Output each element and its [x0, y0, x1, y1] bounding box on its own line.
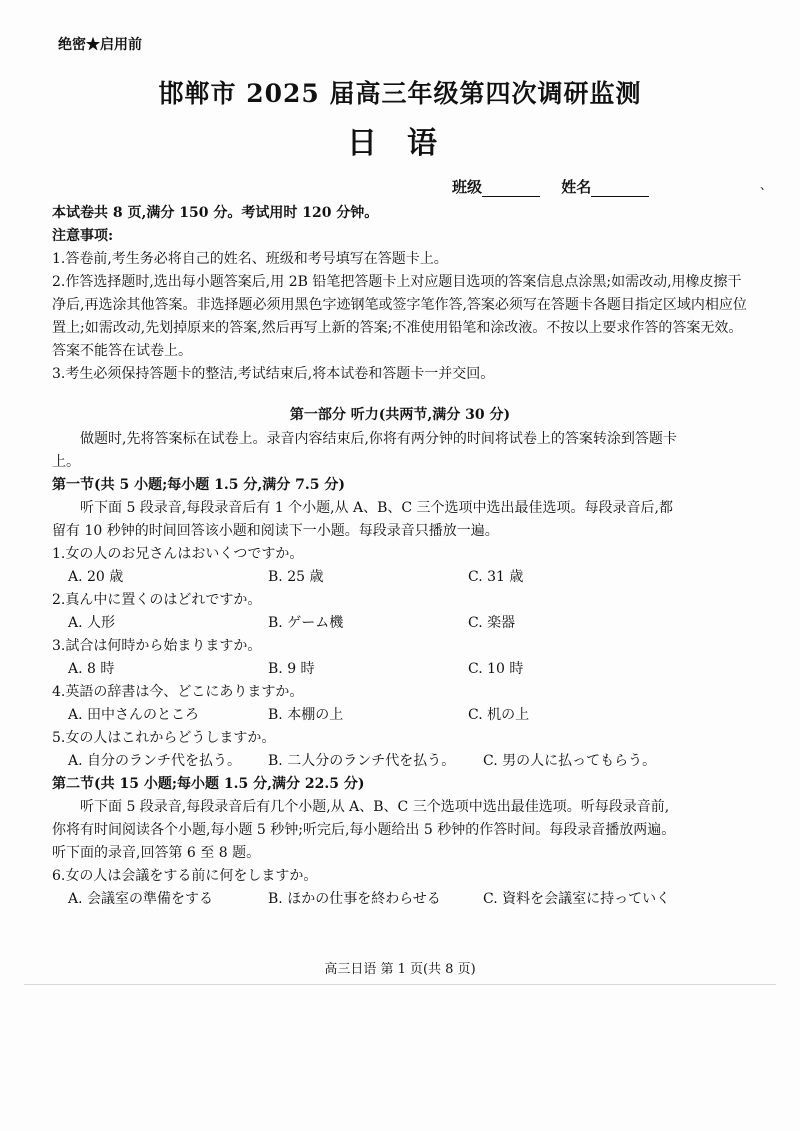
- question: [52, 681, 682, 727]
- question: [52, 635, 682, 681]
- name-label: 姓名: [561, 178, 592, 196]
- option-a: A. 20 歳: [68, 569, 124, 585]
- question-text: 2.真ん中に置くのはどれですか。: [52, 592, 262, 608]
- exam-info: 本试卷共 8 页,满分 150 分。考试用时 120 分钟。: [52, 205, 379, 221]
- section1-instruction: 听下面 5 段录音,每段录音后有 1 个小题,从 A、B、C 三个选项中选出最佳选项。每段录音后,都留有 10 秒钟的时间回答该小题和阅读下一小题。每段录音只播放一遍。: [52, 500, 673, 539]
- section2-instruction: 听下面 5 段录音,每段录音后有几个小题,从 A、B、C 三个选项中选出最佳选项。听每段录音前,你将有时间阅读各个小题,每小题 5 秒钟;听完后,每小题给出 5 秒钟的作答时间。每段录音播放两遍。: [52, 799, 676, 838]
- exam-title: 邯郸市 2025 届高三年级第四次调研监测: [158, 79, 642, 108]
- question-text: 6.女の人は会議をする前に何をしますか。: [52, 868, 318, 884]
- option-a: A. 田中さんのところ: [68, 707, 200, 723]
- note-item: 2.作答选择题时,选出每小题答案后,用 2B 铅笔把答题卡上对应题目选项的答案信息点涂黑;如需改动,用橡皮擦干净后,再选涂其他答案。非选择题必须用黑色字迹钢笔或签字笔作答,答案必须写在答题卡各题目指定区域内相应位置上;如需改动,先划掉原来的答案,然后再写上新的答案;不准使用铅笔和涂改液。不按以上要求作答的答案无效。答案不能答在试卷上。: [52, 274, 747, 359]
- option-b: B. 25 歳: [268, 569, 324, 585]
- secret-label: 绝密★启用前: [58, 37, 142, 53]
- option-c: C. 楽器: [468, 615, 516, 631]
- notes-block: [52, 202, 752, 386]
- option-c: C. 資料を会議室に持っていく: [483, 891, 671, 907]
- part1-title: 第一部分 听力(共两节,满分 30 分): [289, 407, 511, 423]
- option-b: B. 二人分のランチ代を払う。: [268, 753, 456, 769]
- section2-sub-instruction: 听下面的录音,回答第 6 至 8 题。: [52, 845, 261, 861]
- note-item: 3.考生必须保持答题卡的整洁,考试结束后,将本试卷和答题卡一并交回。: [52, 366, 495, 382]
- scan-edge-divider: [24, 984, 776, 985]
- tick-mark: 、: [760, 178, 773, 192]
- name-blank: [591, 182, 649, 197]
- option-a: A. 人形: [68, 615, 116, 631]
- question-text: 3.試合は何時から始まりますか。: [52, 638, 262, 654]
- option-b: B. 本棚の上: [268, 707, 344, 723]
- option-b: B. ほかの仕事を終わらせる: [268, 891, 441, 907]
- subject-title: 日语: [347, 126, 467, 161]
- option-c: C. 31 歳: [468, 569, 524, 585]
- option-a: A. 会議室の準備をする: [68, 891, 214, 907]
- notes-title: 注意事项:: [52, 228, 114, 244]
- class-blank: [482, 182, 540, 197]
- question-text: 5.女の人はこれからどうしますか。: [52, 730, 276, 746]
- question: [52, 727, 682, 773]
- question: [52, 865, 682, 911]
- part1-instruction: 做题时,先将答案标在试卷上。录音内容结束后,你将有两分钟的时间将试卷上的答案转涂到答题卡上。: [52, 431, 677, 470]
- option-c: C. 机の上: [468, 707, 530, 723]
- question: [52, 589, 682, 635]
- option-c: C. 10 時: [468, 661, 524, 677]
- listening-section: [52, 428, 682, 911]
- option-b: B. ゲーム機: [268, 615, 344, 631]
- class-label: 班级: [452, 178, 483, 196]
- section2-title: 第二节(共 15 小题;每小题 1.5 分,满分 22.5 分): [52, 776, 365, 792]
- question-text: 1.女の人のお兄さんはおいくつですか。: [52, 546, 304, 562]
- option-c: C. 男の人に払ってもらう。: [483, 753, 657, 769]
- option-a: A. 8 時: [68, 661, 115, 677]
- question-text: 4.英語の辞書は今、どこにありますか。: [52, 684, 304, 700]
- note-item: 1.答卷前,考生务必将自己的姓名、班级和考号填写在答题卡上。: [52, 251, 448, 267]
- class-name-line: [452, 176, 649, 197]
- page-footer: 高三日语 第 1 页(共 8 页): [324, 962, 476, 977]
- option-a: A. 自分のランチ代を払う。: [68, 753, 242, 769]
- question: [52, 543, 682, 589]
- option-b: B. 9 時: [268, 661, 315, 677]
- section1-title: 第一节(共 5 小题;每小题 1.5 分,满分 7.5 分): [52, 477, 345, 493]
